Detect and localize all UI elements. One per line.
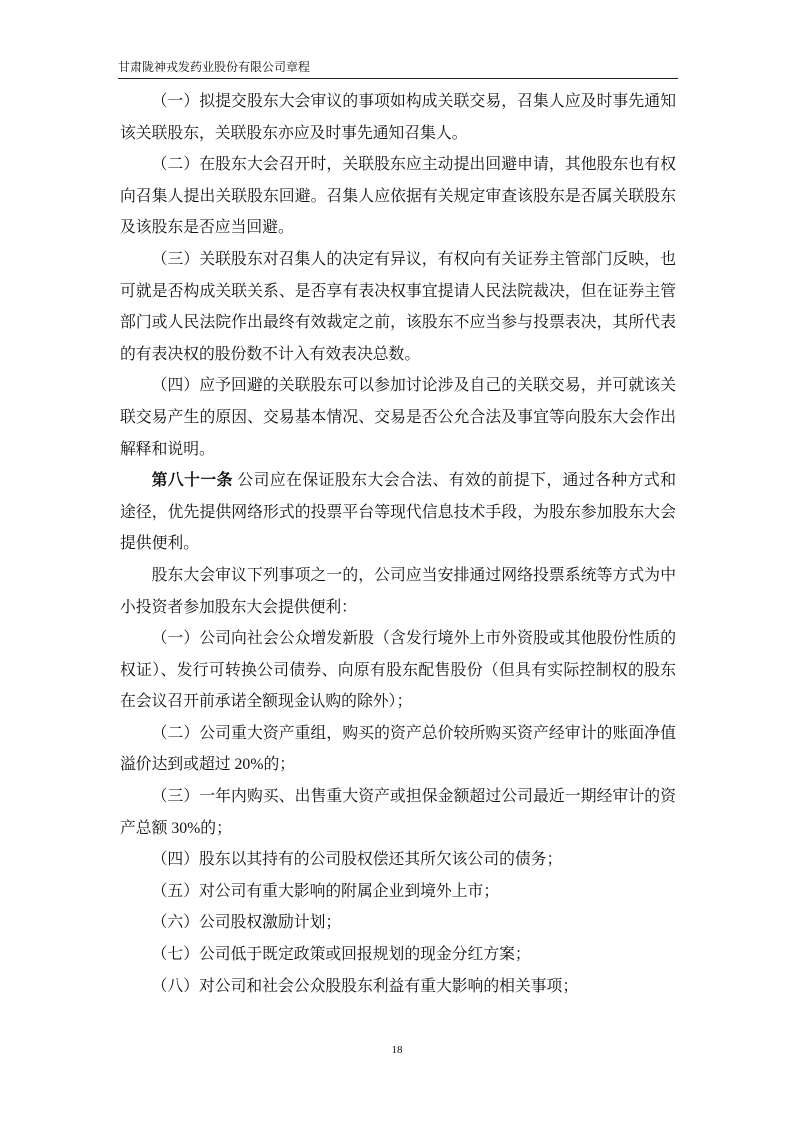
paragraph bbox=[120, 86, 676, 149]
paragraph bbox=[120, 560, 676, 623]
paragraph-text: （三）关联股东对召集人的决定有异议，有权向有关证券主管部门反映，也可就是否构成关联关系、是否享有表决权事宜提请人民法院裁决，但在证券主管部门或人民法院作出最终有效裁定之前，该股东不应当参与投票表决，其所代表的有表决权的股份数不计入有效表决总数。 bbox=[120, 250, 676, 363]
paragraph-text: （一）拟提交股东大会审议的事项如构成关联交易，召集人应及时事先通知该关联股东，关联股东亦应及时事先通知召集人。 bbox=[120, 93, 676, 142]
paragraph bbox=[120, 370, 676, 465]
paragraph-text: （四）股东以其持有的公司股权偿还其所欠该公司的债务； bbox=[151, 851, 563, 869]
list-item bbox=[120, 623, 676, 718]
paragraph-text: （五）对公司有重大影响的附属企业到境外上市； bbox=[151, 882, 500, 900]
paragraph-text: （八）对公司和社会公众股股东利益有重大影响的相关事项； bbox=[151, 977, 579, 995]
page-header bbox=[118, 58, 678, 79]
paragraph-text: 公司应在保证股东大会合法、有效的前提下，通过各种方式和途径，优先提供网络形式的投票平台等现代信息技术手段，为股东参加股东大会提供便利。 bbox=[120, 472, 676, 553]
header-title: 甘肃陇神戎发药业股份有限公司章程 bbox=[118, 60, 311, 74]
list-item bbox=[120, 939, 676, 971]
paragraph-text: （三）一年内购买、出售重大资产或担保金额超过公司最近一期经审计的资产总额 30%的； bbox=[120, 788, 676, 837]
article-heading: 第八十一条 bbox=[151, 472, 233, 490]
paragraph-text: （四）应予回避的关联股东可以参加讨论涉及自己的关联交易，并可就该关联交易产生的原因、交易基本情况、交易是否公允合法及事宜等向股东大会作出解释和说明。 bbox=[120, 377, 676, 458]
paragraph-text: （二）在股东大会召开时，关联股东应主动提出回避申请，其他股东也有权向召集人提出关联股东回避。召集人应依据有关规定审查该股东是否属关联股东及该股东是否应当回避。 bbox=[120, 156, 676, 237]
page-number: 18 bbox=[391, 1044, 403, 1056]
list-item bbox=[120, 907, 676, 939]
list-item bbox=[120, 971, 676, 1003]
document-body bbox=[120, 86, 676, 1002]
paragraph-text: （七）公司低于既定政策或回报规划的现金分红方案； bbox=[151, 946, 531, 964]
paragraph-text: （二）公司重大资产重组，购买的资产总价较所购买资产经审计的账面净值溢价达到或超过 20%的； bbox=[120, 724, 676, 774]
paragraph bbox=[120, 244, 676, 370]
paragraph-text: （六）公司股权激励计划； bbox=[151, 914, 342, 932]
list-item bbox=[120, 781, 676, 844]
paragraph bbox=[120, 149, 676, 244]
article-paragraph bbox=[120, 465, 676, 560]
paragraph-text: （一）公司向社会公众增发新股（含发行境外上市外资股或其他股份性质的权证）、发行可转换公司债券、向原有股东配售股份（但具有实际控制权的股东在会议召开前承诺全额现金认购的除外）； bbox=[120, 630, 676, 711]
list-item bbox=[120, 876, 676, 908]
list-item bbox=[120, 844, 676, 876]
paragraph-text: 股东大会审议下列事项之一的，公司应当安排通过网络投票系统等方式为中小投资者参加股东大会提供便利： bbox=[120, 566, 676, 616]
list-item bbox=[120, 718, 676, 781]
